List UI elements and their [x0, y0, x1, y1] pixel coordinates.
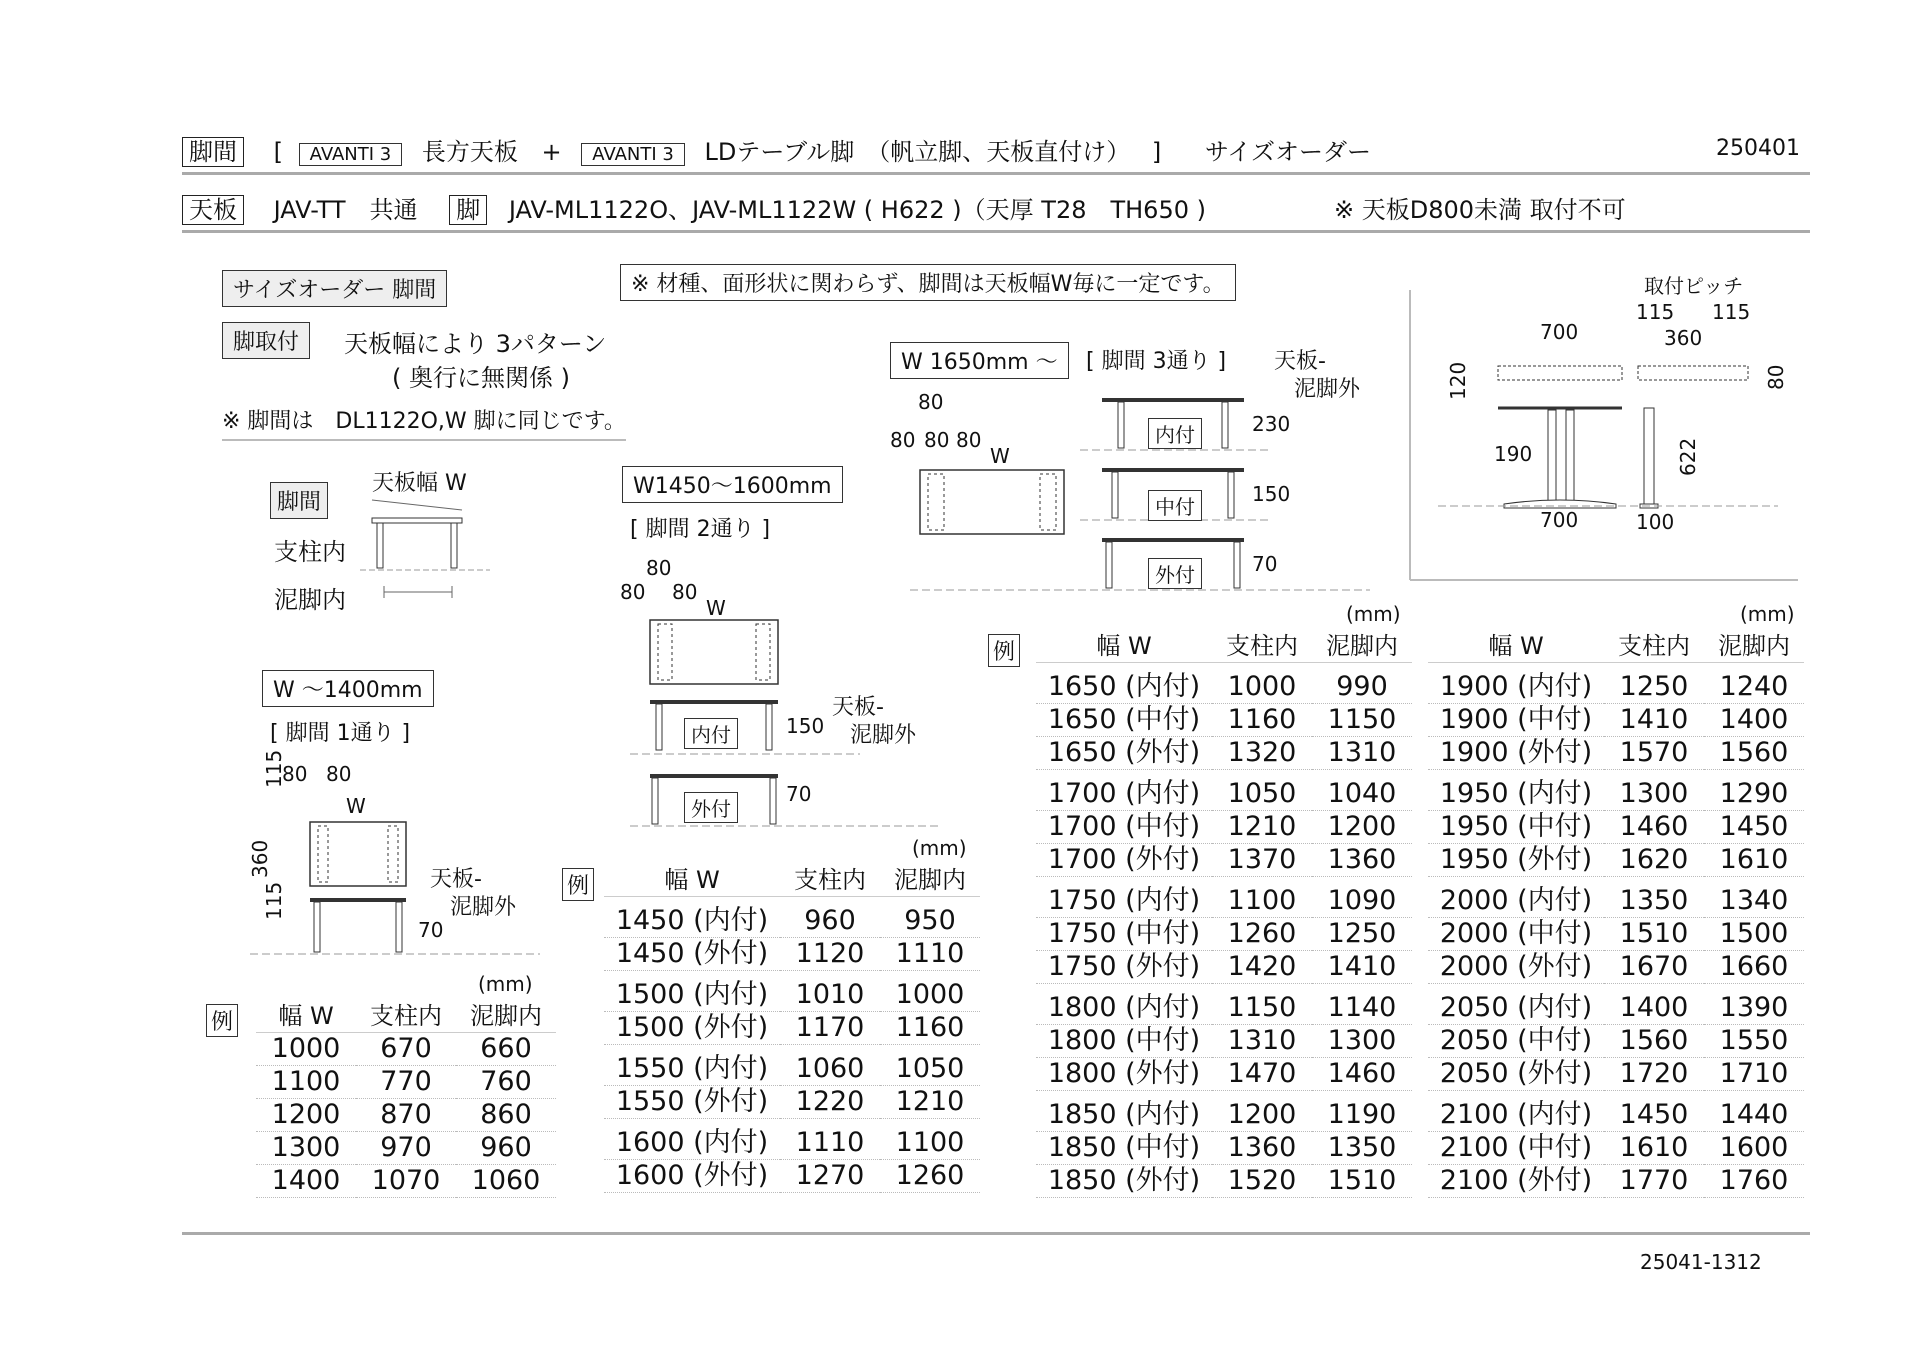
divider-3: [182, 1232, 1810, 1235]
table-cell: 1750 (内付): [1036, 877, 1212, 918]
table-row: [1428, 770, 1804, 811]
p3-dim-80d: 80: [956, 428, 982, 452]
p3-label: W 1650mm ～: [890, 342, 1069, 379]
table-row: [1428, 918, 1804, 951]
table-row: [1428, 811, 1804, 844]
table-row: [1428, 663, 1804, 704]
p2-dim-80c: 80: [672, 580, 698, 604]
table-cell: 860: [456, 1099, 556, 1132]
table-cell: 1850 (中付): [1036, 1132, 1212, 1165]
t3-rei: 例: [988, 634, 1020, 667]
table-cell: 1160: [1212, 704, 1312, 737]
table-header-cell: 泥脚内: [1312, 630, 1412, 663]
p3-dim-80b: 80: [890, 428, 916, 452]
table-cell: 2000 (中付): [1428, 918, 1604, 951]
table-group: [1036, 770, 1412, 877]
pitch-dim-700a: 700: [1540, 320, 1579, 344]
table-cell: 960: [780, 897, 880, 938]
table-row: [256, 1132, 556, 1165]
p3-dim-80a: 80: [918, 390, 944, 414]
table-cell: 1500 (内付): [604, 971, 780, 1012]
table-cell: 1850 (内付): [1036, 1091, 1212, 1132]
product-badge-2: AVANTI 3: [581, 143, 685, 166]
table-group: [1036, 877, 1412, 984]
table-row: [1428, 704, 1804, 737]
table-cell: 1200: [1212, 1091, 1312, 1132]
table-cell: 2100 (内付): [1428, 1091, 1604, 1132]
p2-uchi: 内付: [684, 718, 738, 749]
table-cell: 1500: [1704, 918, 1804, 951]
table-cell: 1460: [1312, 1058, 1412, 1091]
table-cell: 1110: [880, 938, 980, 971]
table-header-cell: 幅 W: [1036, 630, 1212, 663]
header-row1: [182, 132, 1371, 167]
table-header-row: [1428, 630, 1804, 663]
table-row: [604, 938, 980, 971]
table-cell: 1360: [1212, 1132, 1312, 1165]
p2-diagram: [620, 560, 940, 830]
table-cell: 1520: [1212, 1165, 1312, 1198]
table-cell: 1700 (外付): [1036, 844, 1212, 877]
p3-tenban: 天板-: [1274, 349, 1326, 374]
table-header-cell: 泥脚内: [1704, 630, 1804, 663]
section-title: サイズオーダー 脚間: [222, 270, 447, 307]
table-group: [604, 1119, 980, 1193]
table-cell: 2000 (外付): [1428, 951, 1604, 984]
footer-code: 25041-1312: [1640, 1250, 1762, 1274]
table-group: [1428, 984, 1804, 1091]
table-cell: 1950 (内付): [1428, 770, 1604, 811]
table-cell: 1420: [1212, 951, 1312, 984]
table-cell: 670: [356, 1033, 456, 1066]
p2-sub: [ 脚間 2通り ]: [630, 517, 771, 542]
table-cell: 1310: [1212, 1025, 1312, 1058]
table-cell: 1570: [1604, 737, 1704, 770]
p1-dim-80b: 80: [326, 762, 352, 786]
table-group: [604, 1045, 980, 1119]
table-group: [1428, 877, 1804, 984]
p3-naka: 中付: [1148, 490, 1202, 521]
divider-1: [182, 172, 1810, 175]
p3-dim-150: 150: [1252, 482, 1291, 506]
table-cell: 1100: [256, 1066, 356, 1099]
header-plus: +: [541, 138, 562, 166]
table-row: [1036, 844, 1412, 877]
p1-dim-w: W: [346, 794, 366, 818]
table-cell: 1900 (内付): [1428, 663, 1604, 704]
table-row: [1428, 984, 1804, 1025]
table-cell: 1260: [880, 1160, 980, 1193]
table-cell: 970: [356, 1132, 456, 1165]
table-row: [1036, 704, 1412, 737]
table-cell: 1060: [456, 1165, 556, 1198]
table-cell: 1510: [1312, 1165, 1412, 1198]
table-cell: 1410: [1604, 704, 1704, 737]
p1-diagram: [240, 760, 540, 960]
table-header-row: [1036, 630, 1412, 663]
table-cell: 1560: [1604, 1025, 1704, 1058]
table-header-cell: 支柱内: [1604, 630, 1704, 663]
table-1: [256, 1000, 556, 1198]
table-row: [1036, 770, 1412, 811]
p2-dim-70: 70: [786, 782, 812, 806]
table-cell: 1100: [1212, 877, 1312, 918]
table-row: [1428, 951, 1804, 984]
t2-rei: 例: [562, 868, 594, 901]
table-cell: 1950 (外付): [1428, 844, 1604, 877]
table-cell: 1340: [1704, 877, 1804, 918]
table-cell: 1500 (外付): [604, 1012, 780, 1045]
p1-label: W ～1400mm: [262, 670, 434, 707]
table-cell: 1220: [780, 1086, 880, 1119]
left-line-2: ( 奥行に無関係 ): [392, 364, 570, 392]
table-group: [604, 897, 980, 971]
table-cell: 1470: [1212, 1058, 1312, 1091]
table-cell: 1650 (外付): [1036, 737, 1212, 770]
header2-note: ※ 天板D800未満 取付不可: [1334, 196, 1626, 224]
table-cell: 1450: [1704, 811, 1804, 844]
table-cell: 960: [456, 1132, 556, 1165]
table-cell: 1900 (中付): [1428, 704, 1604, 737]
p2-soto: 外付: [684, 792, 738, 823]
table-cell: 1160: [880, 1012, 980, 1045]
table-row: [1428, 1025, 1804, 1058]
table-cell: 1510: [1604, 918, 1704, 951]
table-cell: 1390: [1704, 984, 1804, 1025]
p3-sub: [ 脚間 3通り ]: [1086, 349, 1227, 374]
table-cell: 1000: [1212, 663, 1312, 704]
tag-kyakkan: 脚間: [182, 137, 244, 167]
table-cell: 1000: [880, 971, 980, 1012]
table-cell: 1450 (内付): [604, 897, 780, 938]
table-row: [604, 971, 980, 1012]
table-cell: 1710: [1704, 1058, 1804, 1091]
table-group: [1036, 984, 1412, 1091]
center-note: ※ 材種、面形状に関わらず、脚間は天板幅W毎に一定です。: [620, 264, 1236, 301]
left-line-1: 天板幅により 3パターン: [344, 330, 607, 358]
pitch-dim-700b: 700: [1540, 508, 1579, 532]
table-cell: 1450 (外付): [604, 938, 780, 971]
p2-tenban: 天板-: [832, 695, 884, 720]
table-row: [604, 1012, 980, 1045]
table-cell: 1360: [1312, 844, 1412, 877]
table-cell: 1350: [1604, 877, 1704, 918]
table-row: [1428, 1165, 1804, 1198]
p3-deiashi: 泥脚外: [1294, 377, 1361, 402]
table-cell: 1850 (外付): [1036, 1165, 1212, 1198]
p2-label: W1450～1600mm: [622, 466, 843, 503]
p1-dim-70: 70: [418, 918, 444, 942]
header-text-2: LDテーブル脚 （帆立脚、天板直付け）: [704, 138, 1131, 166]
table-row: [1428, 844, 1804, 877]
table-cell: 1700 (中付): [1036, 811, 1212, 844]
table-2: [604, 864, 980, 1193]
table-group: [1428, 770, 1804, 877]
table-cell: 1610: [1604, 1132, 1704, 1165]
table-group: [604, 971, 980, 1045]
table-row: [1428, 1091, 1804, 1132]
table-cell: 1770: [1604, 1165, 1704, 1198]
table-row: [1428, 737, 1804, 770]
table-header-row: [604, 864, 980, 897]
table-cell: 1240: [1704, 663, 1804, 704]
table-4: [1428, 630, 1804, 1198]
pitch-dim-360: 360: [1664, 326, 1703, 350]
table-cell: 1050: [1212, 770, 1312, 811]
p3-dim-230: 230: [1252, 412, 1291, 436]
p2-dim-w: W: [706, 596, 726, 620]
table-cell: 1600 (外付): [604, 1160, 780, 1193]
p3-soto: 外付: [1148, 558, 1202, 589]
table-cell: 1270: [780, 1160, 880, 1193]
table-cell: 950: [880, 897, 980, 938]
header2-text-2: JAV-ML1122O、JAV-ML1122W ( H622 )（天厚 T28 TH650 ): [508, 196, 1206, 224]
table-cell: 760: [456, 1066, 556, 1099]
table-cell: 1010: [780, 971, 880, 1012]
legend-inner: 支柱内: [274, 538, 346, 566]
pitch-title: 取付ピッチ: [1644, 274, 1744, 298]
pitch-dim-115a: 115: [1636, 300, 1675, 324]
table-group: [256, 1033, 556, 1198]
table-cell: 1800 (内付): [1036, 984, 1212, 1025]
table-cell: 1670: [1604, 951, 1704, 984]
p2-deiashi: 泥脚外: [850, 723, 917, 748]
table-cell: 1090: [1312, 877, 1412, 918]
table-header-row: [256, 1000, 556, 1033]
table-cell: 1460: [1604, 811, 1704, 844]
table-cell: 1050: [880, 1045, 980, 1086]
divider-2: [182, 230, 1810, 233]
table-cell: 2100 (外付): [1428, 1165, 1604, 1198]
legend-tag: 脚間: [270, 482, 328, 519]
table-cell: 1560: [1704, 737, 1804, 770]
table-cell: 1620: [1604, 844, 1704, 877]
table-header-cell: 幅 W: [1428, 630, 1604, 663]
table-cell: 1400: [256, 1165, 356, 1198]
table-cell: 1600: [1704, 1132, 1804, 1165]
header-text-1: 長方天板: [421, 138, 518, 166]
p2-dim-80a: 80: [646, 556, 672, 580]
doc-code: 250401: [1716, 136, 1800, 161]
table-cell: 1300: [1604, 770, 1704, 811]
table-cell: 1320: [1212, 737, 1312, 770]
p1-sub: [ 脚間 1通り ]: [270, 721, 411, 746]
table-cell: 1200: [256, 1099, 356, 1132]
table-cell: 1250: [1312, 918, 1412, 951]
legend-w: 天板幅 W: [372, 471, 467, 496]
table-cell: 1950 (中付): [1428, 811, 1604, 844]
table-group: [1428, 663, 1804, 770]
tag-ashitoritsuke: 脚取付: [222, 322, 310, 359]
tag-tenban: 天板: [182, 195, 244, 225]
table-cell: 1210: [880, 1086, 980, 1119]
table-cell: 1200: [1312, 811, 1412, 844]
table-cell: 1170: [780, 1012, 880, 1045]
table-header-cell: 泥脚内: [880, 864, 980, 897]
table-cell: 2100 (中付): [1428, 1132, 1604, 1165]
table-cell: 1300: [1312, 1025, 1412, 1058]
p2-dim-150: 150: [786, 714, 825, 738]
table-row: [604, 1045, 980, 1086]
t3-unit: (mm): [1346, 602, 1401, 626]
table-row: [1036, 951, 1412, 984]
t1-rei: 例: [206, 1004, 238, 1037]
table-row: [604, 1119, 980, 1160]
table-cell: 870: [356, 1099, 456, 1132]
pitch-dim-622: 622: [1676, 437, 1700, 476]
table-cell: 1450: [1604, 1091, 1704, 1132]
table-cell: 2050 (中付): [1428, 1025, 1604, 1058]
table-group: [1036, 1091, 1412, 1198]
table-header-cell: 幅 W: [604, 864, 780, 897]
table-cell: 1720: [1604, 1058, 1704, 1091]
table-cell: 1800 (外付): [1036, 1058, 1212, 1091]
table-cell: 1070: [356, 1165, 456, 1198]
table-row: [1428, 1132, 1804, 1165]
legend-diagram: [360, 500, 500, 610]
table-cell: 1440: [1704, 1091, 1804, 1132]
table-cell: 1300: [256, 1132, 356, 1165]
bracket-close: ]: [1151, 138, 1162, 166]
table-cell: 1650 (内付): [1036, 663, 1212, 704]
legend-outer: 泥脚内: [274, 586, 346, 614]
pitch-dim-80: 80: [1764, 364, 1788, 390]
table-cell: 1260: [1212, 918, 1312, 951]
table-row: [1036, 811, 1412, 844]
table-header-cell: 支柱内: [356, 1000, 456, 1033]
table-cell: 1150: [1312, 704, 1412, 737]
table-cell: 660: [456, 1033, 556, 1066]
table-cell: 2050 (内付): [1428, 984, 1604, 1025]
table-cell: 770: [356, 1066, 456, 1099]
table-cell: 1660: [1704, 951, 1804, 984]
p3-uchi: 内付: [1148, 418, 1202, 449]
p1-deiashi: 泥脚外: [450, 895, 517, 920]
table-cell: 1410: [1312, 951, 1412, 984]
table-cell: 1100: [880, 1119, 980, 1160]
p1-dim-115a: 115: [262, 749, 286, 788]
p1-tenban: 天板-: [430, 867, 482, 892]
pitch-dim-190: 190: [1494, 442, 1533, 466]
table-row: [604, 897, 980, 938]
pitch-dim-100: 100: [1636, 510, 1675, 534]
table-row: [604, 1086, 980, 1119]
table-cell: 1370: [1212, 844, 1312, 877]
table-cell: 1000: [256, 1033, 356, 1066]
table-cell: 1040: [1312, 770, 1412, 811]
table-row: [1036, 663, 1412, 704]
table-cell: 1400: [1704, 704, 1804, 737]
pitch-dim-120: 120: [1446, 361, 1470, 400]
header2-text-1: JAV-TT 共通: [273, 196, 418, 224]
table-header-cell: 支柱内: [1212, 630, 1312, 663]
table-cell: 1120: [780, 938, 880, 971]
p1-dim-80a: 80: [282, 762, 308, 786]
table-cell: 990: [1312, 663, 1412, 704]
table-cell: 1190: [1312, 1091, 1412, 1132]
table-cell: 1550 (外付): [604, 1086, 780, 1119]
table-header-cell: 泥脚内: [456, 1000, 556, 1033]
table-cell: 1550 (内付): [604, 1045, 780, 1086]
table-cell: 1600 (内付): [604, 1119, 780, 1160]
table-header-cell: 幅 W: [256, 1000, 356, 1033]
table-cell: 1750 (外付): [1036, 951, 1212, 984]
table-row: [256, 1033, 556, 1066]
table-cell: 1750 (中付): [1036, 918, 1212, 951]
left-note: ※ 脚間は DL1122O,W 脚に同じです。: [222, 404, 626, 441]
bracket-open: [: [273, 138, 284, 166]
pitch-frame: [1408, 290, 1808, 590]
table-cell: 2000 (内付): [1428, 877, 1604, 918]
table-cell: 2050 (外付): [1428, 1058, 1604, 1091]
table-row: [1036, 918, 1412, 951]
table-group: [1036, 663, 1412, 770]
table-cell: 1150: [1212, 984, 1312, 1025]
table-cell: 1650 (中付): [1036, 704, 1212, 737]
header-row2: [182, 190, 1206, 225]
table-cell: 1800 (中付): [1036, 1025, 1212, 1058]
header-text-3: サイズオーダー: [1204, 138, 1371, 166]
table-cell: 1210: [1212, 811, 1312, 844]
pitch-dim-115b: 115: [1712, 300, 1751, 324]
table-row: [256, 1165, 556, 1198]
table-cell: 1700 (内付): [1036, 770, 1212, 811]
table-row: [1036, 1058, 1412, 1091]
table-cell: 1400: [1604, 984, 1704, 1025]
table-cell: 1250: [1604, 663, 1704, 704]
p1-dim-115b: 115: [262, 881, 286, 920]
table-row: [604, 1160, 980, 1193]
table-row: [1428, 1058, 1804, 1091]
table-cell: 1310: [1312, 737, 1412, 770]
p3-dim-80c: 80: [924, 428, 950, 452]
table-cell: 1550: [1704, 1025, 1804, 1058]
table-row: [256, 1066, 556, 1099]
table-row: [1036, 1132, 1412, 1165]
tag-ashi: 脚: [449, 195, 487, 225]
table-cell: 1350: [1312, 1132, 1412, 1165]
table-row: [1036, 1165, 1412, 1198]
table-cell: 1110: [780, 1119, 880, 1160]
p1-dim-360: 360: [248, 839, 272, 878]
p3-dim-70: 70: [1252, 552, 1278, 576]
table-cell: 1900 (外付): [1428, 737, 1604, 770]
table-row: [1036, 984, 1412, 1025]
table-row: [1036, 737, 1412, 770]
table-row: [1036, 1091, 1412, 1132]
table-row: [256, 1099, 556, 1132]
table-cell: 1610: [1704, 844, 1804, 877]
table-cell: 1760: [1704, 1165, 1804, 1198]
table-row: [1036, 1025, 1412, 1058]
table-group: [1428, 1091, 1804, 1198]
table-cell: 1140: [1312, 984, 1412, 1025]
p3-dim-w: W: [990, 444, 1010, 468]
p2-dim-80b: 80: [620, 580, 646, 604]
table-cell: 1060: [780, 1045, 880, 1086]
table-header-cell: 支柱内: [780, 864, 880, 897]
t1-unit: (mm): [478, 972, 533, 996]
table-cell: 1290: [1704, 770, 1804, 811]
t4-unit: (mm): [1740, 602, 1795, 626]
table-3: [1036, 630, 1412, 1198]
table-row: [1428, 877, 1804, 918]
table-row: [1036, 877, 1412, 918]
t2-unit: (mm): [912, 836, 967, 860]
product-badge-1: AVANTI 3: [299, 143, 403, 166]
